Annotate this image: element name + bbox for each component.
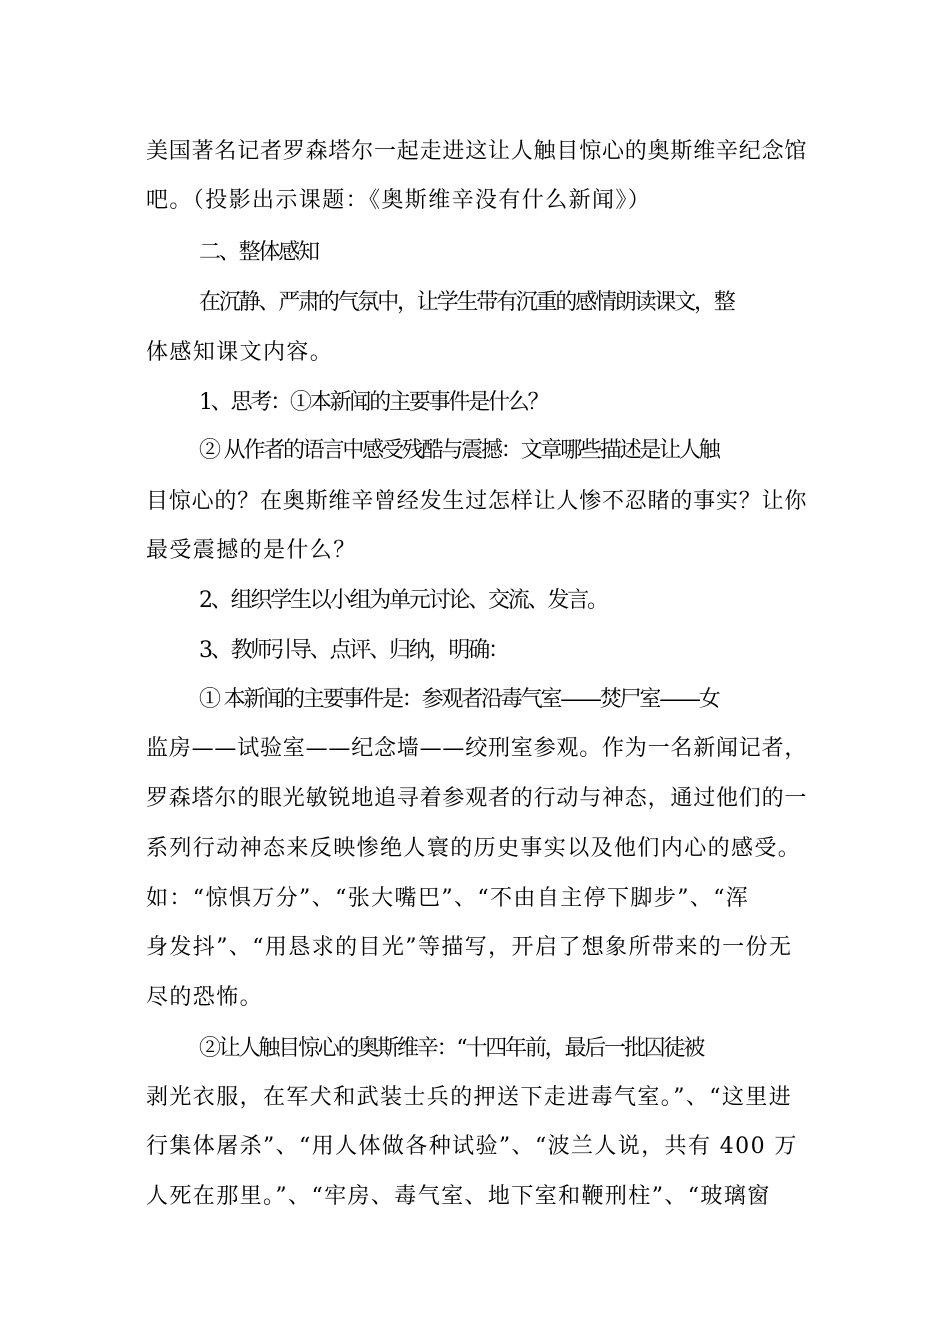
text-line-15: 系列行动神态来反映惨绝人寰的历史事实以及他们内心的感受。 [146, 836, 802, 861]
text-line-20: 剥光衣服，在军犬和武装士兵的押送下走进毒气室。”、“这里进 [146, 1085, 793, 1110]
text-line-1: 美国著名记者罗森塔尔一起走进这让人触目惊心的奥斯维辛纪念馆 [146, 139, 808, 164]
text-line-4: 在沉静、严肃的气氛中，让学生带有沉重的感情朗读课文，整 [199, 290, 734, 315]
text-line-7: ② 从作者的语言中感受残酷与震撼：文章哪些描述是让人触 [199, 438, 719, 463]
text-line-9: 最受震撼的是什么？ [146, 538, 357, 563]
section-heading: 二、整体感知 [199, 240, 318, 265]
text-line-22: 人死在那里。”、“牢房、毒气室、地下室和鞭刑柱”、“玻璃窗 [146, 1184, 771, 1209]
text-line-5: 体感知课文内容。 [146, 340, 334, 365]
text-line-17: 身发抖”、“用恳求的目光”等描写，开启了想象所带来的一份无 [146, 935, 793, 960]
text-line-11: 3、教师引导、点评、归纳，明确： [199, 638, 508, 663]
text-line-13: 监房——试验室——纪念墙——绞刑室参观。作为一名新闻记者， [146, 736, 808, 761]
text-line-10: 2、组织学生以小组为单元讨论、交流、发言。 [199, 588, 607, 613]
text-line-2: 吧。（投影出示课题：《奥斯维辛没有什么新闻》） [146, 188, 652, 213]
text-line-6: 1、思考：①本新闻的主要事件是什么？ [199, 390, 548, 415]
text-line-8: 目惊心的？在奥斯维辛曾经发生过怎样让人惨不忍睹的事实？让你 [146, 489, 808, 514]
text-line-16: 如：“惊惧万分”、“张大嘴巴”、“不由自主停下脚步”、“浑 [146, 886, 750, 911]
text-line-18: 尽的恐怖。 [146, 985, 264, 1010]
text-line-14: 罗森塔尔的眼光敏锐地追寻着参观者的行动与神态，通过他们的一 [146, 786, 808, 811]
text-line-21: 行集体屠杀”、“用人体做各种试验”、“波兰人说，共有 400 万 [146, 1134, 798, 1159]
text-line-19: ②让人触目惊心的奥斯维辛：“十四年前，最后一批囚徒被 [199, 1036, 704, 1061]
text-line-12: ① 本新闻的主要事件是：参观者沿毒气室——焚尸室——女 [199, 687, 719, 712]
